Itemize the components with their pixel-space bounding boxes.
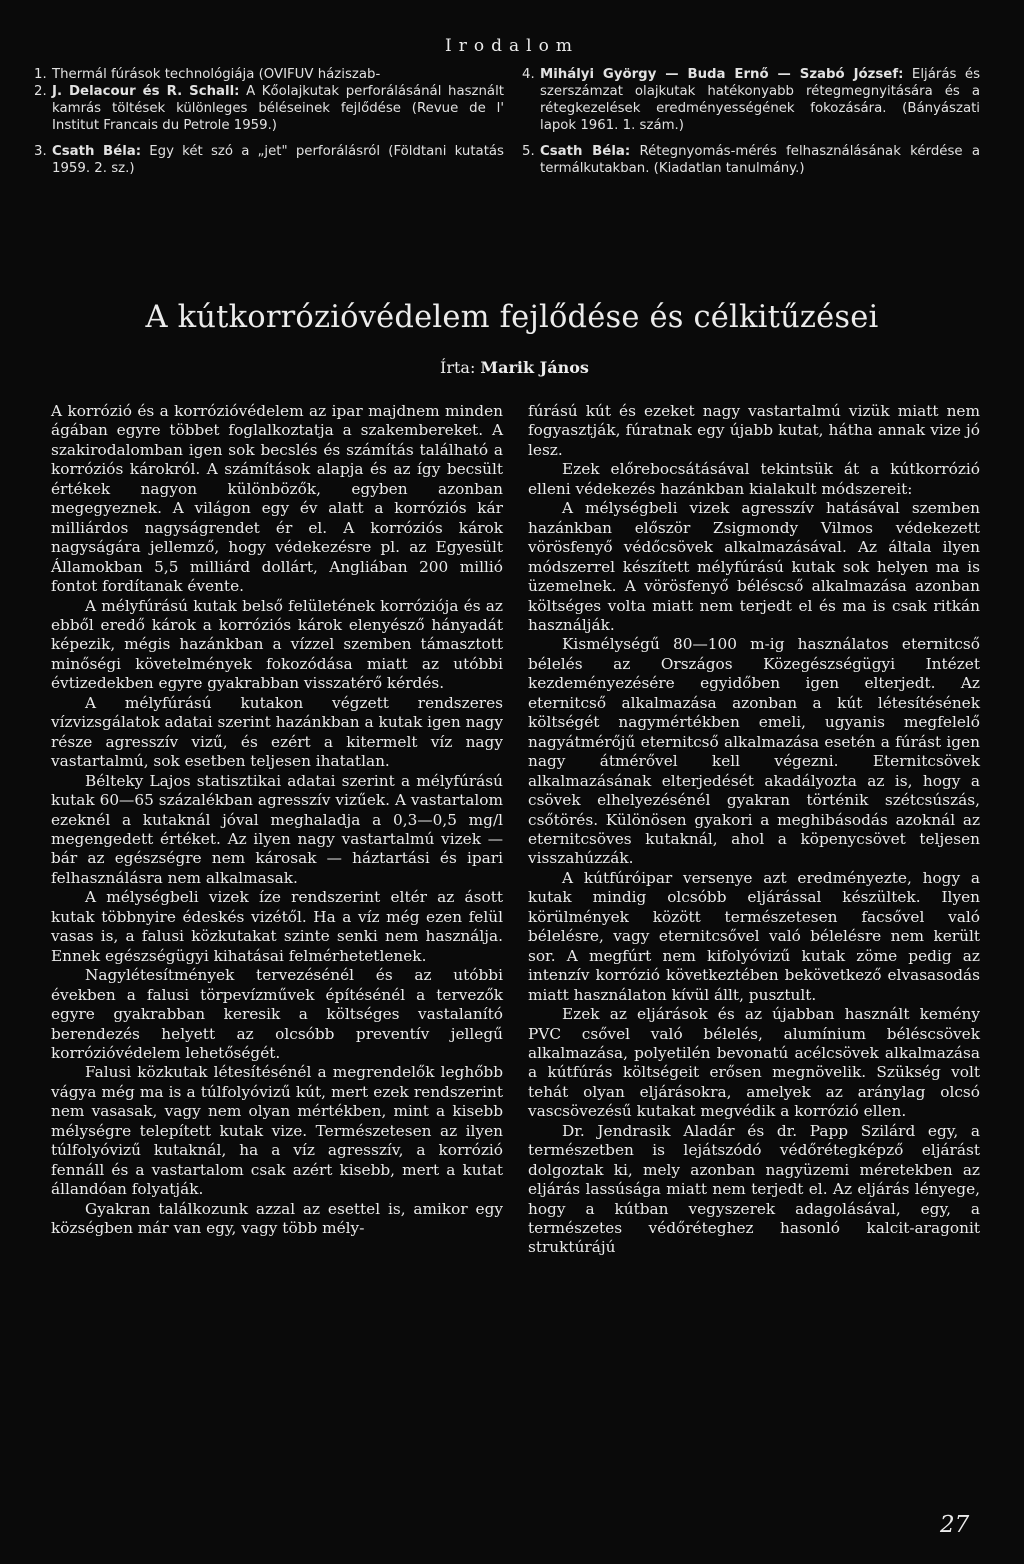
paragraph: Falusi közkutak létesítésénél a megrendelők leghőbb vágya még ma is a túlfolyóvizű kút, mert ezek rendszerint nem vasasak, vagy nem olyan mértékben, mint a kisebb mélységre telepített kutak vize. Természetesen az ilyen túlfolyóvizű kutaknál, ha a víz agresszív, a korrózió fennáll és a vastartalom csak azért kisebb, mert a kutat állandóan folyatják. <box>51 1063 503 1199</box>
reference-author: Mihályi György — Buda Ernő — Szabó József: <box>540 67 904 82</box>
reference-author: Csath Béla: <box>52 144 142 159</box>
reference-item <box>522 66 980 134</box>
body-column-left <box>51 402 503 1238</box>
paragraph: A mélységbeli vizek agresszív hatásával szemben hazánkban először Zsigmondy Vilmos védekezett vörösfenyő védőcsövek alkalmazásával. Az általa ilyen módszerrel készített mélyfúrású kutak sok helyen ma is üzemelnek. A vörösfenyő béléscső alkalmazása azonban költséges volta miatt nem terjedt el és ma is csak ritkán használják. <box>528 499 980 634</box>
author-name: Marik János <box>480 358 589 377</box>
article-title: A kútkorrózióvédelem fejlődése és célkitűzései <box>145 300 879 335</box>
paragraph: Kismélységű 80—100 m-ig használatos eternitcső bélelés az Országos Közegészségügyi Intézet kezdeményezésére egyidőben igen elterjedt. Az eternitcső alkalmazása azonban a kút létesítésének költségét nagymértékben emeli, ugyanis megfelelő nagyátmérőjű eternitcső alkalmazása esetén a fúrást igen nagy átmérővel kell végezni. Eternitcsövek alkalmazásának elterjedését akadályozta az is, hogy a csövek elhelyezésénél gyakran történik szétcsúszás, csőtörés. Különösen gyakori a meghibásodás azoknál az eternitcsöves kutaknál, ahol a köpenycsövet teljesen visszahúzzák. <box>528 635 980 868</box>
body-column-right <box>528 402 980 1258</box>
reference-number: 4. <box>522 67 535 82</box>
references-right <box>522 66 980 177</box>
paragraph: Ezek az eljárások és az újabban használt kemény PVC csővel való bélelés, alumínium béléscsövek alkalmazása, polyetilén bevonatú acélcsövek alkalmazása a kútfúrás költségeit erősen megnövelik. Szükség volt tehát olyan eljárásokra, amelyek az aránylag olcsó vascsövezésű kutakat megvédik a korrózió ellen. <box>528 1005 980 1121</box>
reference-number: 5. <box>522 144 535 159</box>
reference-number: 1. <box>34 67 47 82</box>
paragraph: Gyakran találkozunk azzal az esettel is, amikor egy községben már van egy, vagy több mély- <box>51 1199 503 1238</box>
references-heading: Irodalom <box>445 36 579 56</box>
reference-text: Csath Béla: Egy két szó a „jet" perforálásról (Földtani kutatás 1959. 2. sz.) <box>52 144 504 176</box>
paragraph: A mélyfúrású kutak belső felületének korróziója és az ebből eredő károk a korróziós károk elenyésző hányadát képezik, mégis hazánkban a vízzel szemben támasztott minőségi követelmények fokozódása miatt az utóbbi évtizedekben egyre gyakrabban visszatérő kérdés. <box>51 596 503 693</box>
reference-author: J. Delacour és R. Schall: <box>52 84 240 99</box>
reference-text: Thermál fúrások technológiája (OVIFUV háziszab- <box>52 67 381 82</box>
reference-text: Csath Béla: Rétegnyomás-mérés felhasználásának kérdése a termálkutakban. (Kiadatlan tanulmány.) <box>540 144 980 176</box>
paragraph: A kútfúróipar versenye azt eredményezte, hogy a kutak mindig olcsóbb eljárással készültek. Ilyen körülmények között természetesen facsővel való bélelésre, vagy eternitcsővel való bélelésre nem került sor. A megfúrt nem kifolyóvizű kutak zöme pedig az intenzív korrózió következtében bekövetkező elvasasodás miatt használaton kívül állt, pusztult. <box>528 868 980 1004</box>
reference-author: Csath Béla: <box>540 144 631 159</box>
reference-text: Mihályi György — Buda Ernő — Szabó József: Eljárás és szerszámzat olajkutak hatékonyabb rétegmegnyitására és a rétegkezelések eredményességének fokozására. (Bányászati lapok 1961. 1. szám.) <box>540 67 981 133</box>
byline <box>440 358 1020 377</box>
reference-item <box>34 83 504 134</box>
references-left <box>34 66 504 177</box>
paragraph: A korrózió és a korrózióvédelem az ipar majdnem minden ágában egyre többet foglalkoztatja a szakembereket. A szakirodalomban igen sok becslés és számítás található a korróziós károkról. A számítások alapja és az így becsült értékek nagyon különbözők, egyben azonban megegyeznek. A világon egy év alatt a korróziós kár milliárdos nagyságrendet ér el. A korróziós károk nagyságára jellemző, hogy védekezésre pl. az Egyesült Államokban 5,5 milliárd dollárt, Angliában 200 millió fontot fordítanak évente. <box>51 402 503 596</box>
reference-item <box>522 143 980 177</box>
paragraph: Nagylétesítmények tervezésénél és az utóbbi években a falusi törpevízművek építésénél a tervezők egyre gyakrabban keresik a költséges vastalanító berendezés helyett az olcsóbb preventív jellegű korrózióvédelem lehetőségét. <box>51 966 503 1062</box>
paragraph: Bélteky Lajos statisztikai adatai szerint a mélyfúrású kutak 60—65 százalékban agresszív vizűek. A vastartalom ezeknél a kutaknál jóval meghaladja a 0,3—0,5 mg/l megengedett értéket. Az ilyen nagy vastartalmú vizek — bár az egészségre nem károsak — háztartási és ipari felhasználásra nem alkalmasak. <box>51 771 503 887</box>
paragraph: A mélyfúrású kutakon végzett rendszeres vízvizsgálatok adatai szerint hazánkban a kutak igen nagy része agresszív vizű, és ezért a kitermelt víz nagy vastartalmú, sok esetben teljesen ihatatlan. <box>51 693 503 771</box>
reference-text: J. Delacour és R. Schall: A Kőolajkutak perforálásánál használt kamrás töltések különleges béléseinek fejlődése (Revue de l' Institut Francais du Petrole 1959.) <box>52 84 504 133</box>
paragraph: Dr. Jendrasik Aladár és dr. Papp Szilárd egy, a természetben is lejátszódó védőrétegképző eljárást dolgoztak ki, mely azonban nagyüzemi méretekben az eljárás lassúsága miatt nem terjedt el. Az eljárás lényege, hogy a kútban vegyszerek adagolásával, egy, a természetes védőréteghez hasonló kalcit-aragonit struktúrájú <box>528 1121 980 1257</box>
paragraph: Ezek előrebocsátásával tekintsük át a kútkorrózió elleni védekezés hazánkban kialakult módszereit: <box>528 460 980 498</box>
reference-number: 3. <box>34 144 47 159</box>
reference-number: 2. <box>34 84 47 99</box>
paragraph: A mélységbeli vizek íze rendszerint eltér az ásott kutak többnyire édeskés vizétől. Ha a víz még ezen felül vasas is, a falusi közkutakat szinte senki nem használja. Ennek egészségügyi kihatásai felmérhetetlenek. <box>51 888 503 965</box>
paragraph: fúrású kút és ezeket nagy vastartalmú vizük miatt nem fogyasztják, fúratnak egy újabb kutat, hátha annak vize jó lesz. <box>528 402 980 459</box>
reference-item <box>34 66 504 83</box>
reference-item <box>34 143 504 177</box>
byline-prefix: Írta: <box>440 358 481 377</box>
page-number: 27 <box>940 1512 970 1538</box>
